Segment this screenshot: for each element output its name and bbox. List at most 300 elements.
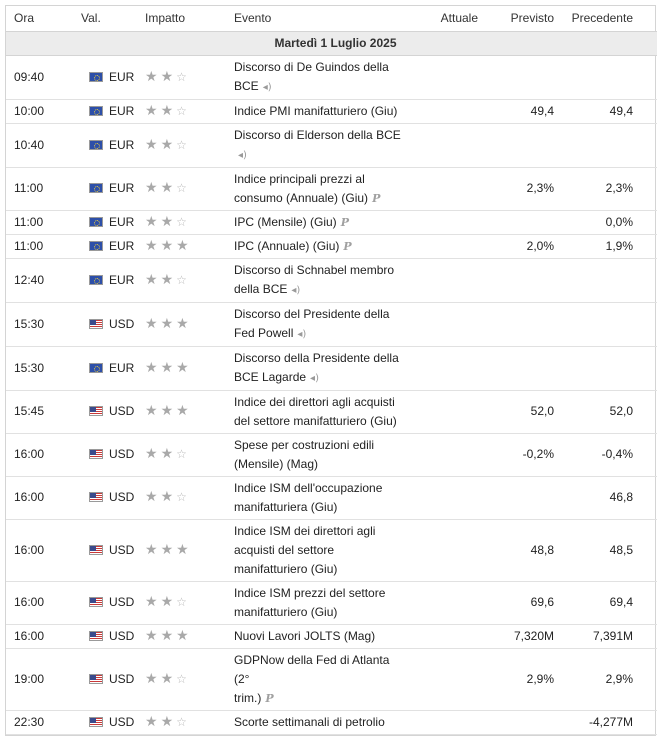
event-name-line xyxy=(234,541,408,560)
event-forecast: 2,3% xyxy=(484,167,560,210)
event-text: Discorso della Presidente della xyxy=(234,350,399,365)
star-filled-icon: ★ xyxy=(160,237,177,254)
star-filled-icon: ★ xyxy=(160,102,177,119)
event-row[interactable] xyxy=(6,346,657,390)
event-text: Discorso del Presidente della xyxy=(234,306,390,321)
event-name-line xyxy=(234,560,408,579)
event-previous: 2,3% xyxy=(560,167,657,210)
col-precedente[interactable]: Precedente xyxy=(560,6,657,31)
star-filled-icon: ★ xyxy=(160,594,177,610)
eu-flag-icon xyxy=(89,275,103,285)
star-filled-icon: ★ xyxy=(145,713,161,730)
event-forecast xyxy=(484,710,560,734)
event-name[interactable] xyxy=(226,302,408,346)
event-currency xyxy=(73,258,137,302)
event-forecast xyxy=(484,55,560,99)
event-text: Fed Powell xyxy=(234,325,294,340)
star-filled-icon: ★ xyxy=(145,315,161,332)
event-time: 16:00 xyxy=(6,433,73,476)
event-name[interactable] xyxy=(226,258,408,302)
event-forecast xyxy=(484,210,560,234)
currency-code: EUR xyxy=(109,103,135,118)
speaker-icon: ◂) xyxy=(291,284,301,296)
star-filled-icon: ★ xyxy=(160,213,177,230)
event-name-line xyxy=(234,689,408,708)
event-time: 19:00 xyxy=(6,648,73,710)
event-row[interactable] xyxy=(6,476,657,519)
event-row[interactable] xyxy=(6,710,657,734)
event-actual xyxy=(408,302,484,346)
us-flag-icon xyxy=(89,545,103,555)
date-row xyxy=(6,31,657,55)
event-text: Scorte settimanali di petrolio xyxy=(234,714,385,729)
star-empty-icon: ☆ xyxy=(176,595,190,609)
event-time: 11:00 xyxy=(6,210,73,234)
event-time: 16:00 xyxy=(6,476,73,519)
star-filled-icon: ★ xyxy=(160,359,177,376)
star-empty-icon: ☆ xyxy=(176,214,190,229)
eu-flag-icon xyxy=(89,140,103,150)
event-row[interactable] xyxy=(6,581,657,624)
event-currency xyxy=(73,648,137,710)
impact-stars xyxy=(145,237,192,256)
event-name-line xyxy=(234,393,408,412)
currency-code: USD xyxy=(109,595,135,609)
event-forecast: 7,320M xyxy=(484,624,560,648)
star-filled-icon: ★ xyxy=(145,359,161,376)
currency-code: USD xyxy=(109,490,135,504)
economic-calendar xyxy=(5,5,656,736)
event-name[interactable] xyxy=(226,433,408,476)
event-previous xyxy=(560,55,657,99)
impact-stars xyxy=(145,102,190,121)
star-filled-icon: ★ xyxy=(160,670,177,687)
impact-stars xyxy=(145,541,192,560)
event-name[interactable] xyxy=(226,210,408,234)
event-row[interactable] xyxy=(6,99,657,123)
event-text: del settore manifatturiero (Giu) xyxy=(234,413,397,428)
currency-code: EUR xyxy=(109,69,135,84)
impact-stars xyxy=(145,179,190,198)
us-flag-icon xyxy=(89,631,103,641)
event-time: 15:30 xyxy=(6,302,73,346)
star-filled-icon: ★ xyxy=(145,446,161,462)
preliminary-icon: P xyxy=(340,215,349,229)
event-impact xyxy=(137,390,226,433)
event-text: della BCE xyxy=(234,281,288,296)
impact-stars xyxy=(145,68,190,87)
event-row[interactable] xyxy=(6,234,657,258)
star-filled-icon: ★ xyxy=(145,489,161,505)
event-previous: 0,0% xyxy=(560,210,657,234)
event-previous: 7,391M xyxy=(560,624,657,648)
event-previous: 49,4 xyxy=(560,99,657,123)
col-attuale[interactable]: Attuale xyxy=(408,6,484,31)
star-filled-icon: ★ xyxy=(160,136,177,153)
currency-code: EUR xyxy=(109,137,135,152)
event-time: 11:00 xyxy=(6,234,73,258)
col-impatto[interactable]: Impatto xyxy=(137,6,226,31)
event-name-line xyxy=(234,170,408,189)
event-impact xyxy=(137,581,226,624)
date-label: Martedì 1 Luglio 2025 xyxy=(6,31,657,55)
event-currency xyxy=(73,519,137,581)
event-name-line xyxy=(234,455,408,474)
event-actual xyxy=(408,234,484,258)
star-filled-icon: ★ xyxy=(145,594,161,610)
event-text: manifatturiero (Giu) xyxy=(234,604,338,619)
event-currency xyxy=(73,234,137,258)
star-filled-icon: ★ xyxy=(160,446,177,462)
star-filled-icon: ★ xyxy=(145,627,161,644)
event-row[interactable] xyxy=(6,55,657,99)
event-actual xyxy=(408,624,484,648)
event-row[interactable] xyxy=(6,302,657,346)
event-text: Indice PMI manifatturiero (Giu) xyxy=(234,103,398,118)
event-row[interactable] xyxy=(6,648,657,710)
event-text: IPC (Mensile) (Giu) xyxy=(234,214,337,229)
event-text: Indice principali prezzi al xyxy=(234,171,365,186)
speaker-icon: ◂) xyxy=(262,81,272,93)
event-impact xyxy=(137,710,226,734)
event-name[interactable] xyxy=(226,99,408,123)
star-filled-icon: ★ xyxy=(160,180,177,196)
col-ora[interactable]: Ora xyxy=(6,6,73,31)
currency-code: EUR xyxy=(109,181,135,195)
event-actual xyxy=(408,99,484,123)
impact-stars xyxy=(145,402,192,421)
event-currency xyxy=(73,302,137,346)
star-filled-icon: ★ xyxy=(145,213,161,230)
event-name-line xyxy=(234,412,408,431)
event-name[interactable] xyxy=(226,710,408,734)
event-actual xyxy=(408,390,484,433)
event-text: manifatturiera (Giu) xyxy=(234,499,338,514)
star-filled-icon: ★ xyxy=(160,68,177,85)
eu-flag-icon xyxy=(89,72,103,82)
event-text: BCE xyxy=(234,78,259,93)
currency-code: USD xyxy=(109,404,135,418)
event-name-line xyxy=(234,603,408,622)
event-previous xyxy=(560,258,657,302)
event-previous: -4,277M xyxy=(560,710,657,734)
event-name-line xyxy=(234,522,408,541)
event-text: Discorso di Elderson della BCE xyxy=(234,127,401,142)
event-actual xyxy=(408,55,484,99)
col-val[interactable]: Val. xyxy=(73,6,137,31)
us-flag-icon xyxy=(89,449,103,459)
star-filled-icon: ★ xyxy=(176,237,192,254)
event-currency xyxy=(73,433,137,476)
event-currency xyxy=(73,123,137,167)
event-name[interactable] xyxy=(226,519,408,581)
event-impact xyxy=(137,519,226,581)
star-empty-icon: ☆ xyxy=(176,181,190,195)
event-previous: 69,4 xyxy=(560,581,657,624)
event-impact xyxy=(137,234,226,258)
us-flag-icon xyxy=(89,597,103,607)
event-row[interactable] xyxy=(6,624,657,648)
currency-code: USD xyxy=(109,316,135,331)
star-filled-icon: ★ xyxy=(160,271,177,288)
event-actual xyxy=(408,346,484,390)
currency-code: EUR xyxy=(109,272,135,287)
event-row[interactable] xyxy=(6,433,657,476)
event-row[interactable] xyxy=(6,258,657,302)
event-name-line xyxy=(234,651,408,689)
event-time: 16:00 xyxy=(6,581,73,624)
event-text: BCE Lagarde xyxy=(234,369,307,384)
event-impact xyxy=(137,624,226,648)
star-filled-icon: ★ xyxy=(145,403,161,419)
event-actual xyxy=(408,476,484,519)
event-time: 12:40 xyxy=(6,258,73,302)
star-filled-icon: ★ xyxy=(176,315,192,332)
star-filled-icon: ★ xyxy=(145,271,161,288)
event-row[interactable] xyxy=(6,123,657,167)
eu-flag-icon xyxy=(89,241,103,251)
star-filled-icon: ★ xyxy=(160,315,177,332)
event-text: Indice ISM prezzi del settore xyxy=(234,585,386,600)
event-actual xyxy=(408,433,484,476)
header-row xyxy=(6,6,657,31)
event-impact xyxy=(137,123,226,167)
event-time: 11:00 xyxy=(6,167,73,210)
us-flag-icon xyxy=(89,717,103,727)
event-currency xyxy=(73,390,137,433)
us-flag-icon xyxy=(89,406,103,416)
eu-flag-icon xyxy=(89,106,103,116)
event-previous xyxy=(560,302,657,346)
star-filled-icon: ★ xyxy=(160,489,177,505)
event-text: consumo (Annuale) (Giu) xyxy=(234,190,369,205)
impact-stars xyxy=(145,136,190,155)
event-time: 16:00 xyxy=(6,519,73,581)
event-forecast: 48,8 xyxy=(484,519,560,581)
event-name-line xyxy=(234,479,408,498)
event-text: acquisti del settore xyxy=(234,542,335,557)
impact-stars xyxy=(145,627,192,646)
event-name[interactable] xyxy=(226,234,408,258)
event-impact xyxy=(137,302,226,346)
event-actual xyxy=(408,123,484,167)
event-text: Nuovi Lavori JOLTS (Mag) xyxy=(234,628,376,643)
star-filled-icon: ★ xyxy=(145,136,161,153)
event-name-line xyxy=(234,324,408,344)
star-filled-icon: ★ xyxy=(145,541,161,558)
event-name[interactable] xyxy=(226,624,408,648)
star-empty-icon: ☆ xyxy=(176,671,190,686)
event-name[interactable] xyxy=(226,476,408,519)
star-filled-icon: ★ xyxy=(160,627,177,644)
event-impact xyxy=(137,258,226,302)
event-currency xyxy=(73,624,137,648)
event-currency xyxy=(73,476,137,519)
event-currency xyxy=(73,99,137,123)
event-actual xyxy=(408,258,484,302)
event-text: GDPNow della Fed di Atlanta (2° xyxy=(234,652,390,686)
event-previous: 2,9% xyxy=(560,648,657,710)
event-time: 09:40 xyxy=(6,55,73,99)
event-row[interactable] xyxy=(6,167,657,210)
event-currency xyxy=(73,210,137,234)
col-evento[interactable]: Evento xyxy=(226,6,408,31)
star-filled-icon: ★ xyxy=(176,403,192,419)
event-previous: -0,4% xyxy=(560,433,657,476)
star-empty-icon: ☆ xyxy=(176,137,190,152)
us-flag-icon xyxy=(89,319,103,329)
preliminary-icon: P xyxy=(265,691,274,705)
star-filled-icon: ★ xyxy=(160,403,177,419)
impact-stars xyxy=(145,315,192,334)
event-impact xyxy=(137,55,226,99)
event-previous xyxy=(560,123,657,167)
event-forecast xyxy=(484,302,560,346)
event-name[interactable] xyxy=(226,167,408,210)
event-impact xyxy=(137,99,226,123)
impact-stars xyxy=(145,593,190,612)
star-filled-icon: ★ xyxy=(145,68,161,85)
event-text: manifatturiero (Giu) xyxy=(234,561,338,576)
event-name-line xyxy=(234,349,408,368)
event-currency xyxy=(73,710,137,734)
eu-flag-icon xyxy=(89,363,103,373)
event-name-line xyxy=(234,713,408,732)
event-row[interactable] xyxy=(6,519,657,581)
star-empty-icon: ☆ xyxy=(176,272,190,287)
currency-code: USD xyxy=(109,714,135,729)
event-name-line xyxy=(234,213,408,232)
star-empty-icon: ☆ xyxy=(176,490,190,504)
event-text: (Mensile) (Mag) xyxy=(234,456,319,471)
event-previous: 1,9% xyxy=(560,234,657,258)
currency-code: USD xyxy=(109,671,135,686)
preliminary-icon: P xyxy=(343,239,352,253)
impact-stars xyxy=(145,359,192,378)
speaker-icon: ◂) xyxy=(238,149,247,161)
impact-stars xyxy=(145,213,190,232)
event-text: Indice ISM dell'occupazione xyxy=(234,480,383,495)
event-time: 10:40 xyxy=(6,123,73,167)
event-time: 15:30 xyxy=(6,346,73,390)
event-time: 10:00 xyxy=(6,99,73,123)
event-name-line xyxy=(234,584,408,603)
event-currency xyxy=(73,581,137,624)
event-name-line xyxy=(234,77,408,97)
event-text: Discorso di Schnabel membro xyxy=(234,262,395,277)
star-filled-icon: ★ xyxy=(145,180,161,196)
event-forecast: 69,6 xyxy=(484,581,560,624)
event-forecast: 2,0% xyxy=(484,234,560,258)
col-previsto[interactable]: Previsto xyxy=(484,6,560,31)
currency-code: EUR xyxy=(109,238,135,253)
event-actual xyxy=(408,167,484,210)
event-forecast xyxy=(484,476,560,519)
event-name-line xyxy=(234,368,408,388)
event-text: Indice dei direttori agli acquisti xyxy=(234,394,395,409)
event-name-line xyxy=(234,126,408,145)
event-forecast: 49,4 xyxy=(484,99,560,123)
event-name-line xyxy=(234,58,408,77)
event-previous: 48,5 xyxy=(560,519,657,581)
event-name[interactable] xyxy=(226,55,408,99)
eu-flag-icon xyxy=(89,217,103,227)
event-name-line xyxy=(234,280,408,300)
event-name-line xyxy=(234,237,408,256)
event-previous: 46,8 xyxy=(560,476,657,519)
event-actual xyxy=(408,648,484,710)
currency-code: USD xyxy=(109,628,135,643)
event-name-line xyxy=(234,305,408,324)
event-name[interactable] xyxy=(226,648,408,710)
event-forecast: -0,2% xyxy=(484,433,560,476)
event-forecast xyxy=(484,123,560,167)
calendar-table xyxy=(6,6,657,735)
event-name[interactable] xyxy=(226,346,408,390)
event-name-line xyxy=(234,436,408,455)
event-name-line xyxy=(234,498,408,517)
event-currency xyxy=(73,55,137,99)
event-row[interactable] xyxy=(6,210,657,234)
star-empty-icon: ☆ xyxy=(176,447,190,461)
event-time: 15:45 xyxy=(6,390,73,433)
event-impact xyxy=(137,167,226,210)
event-name[interactable] xyxy=(226,123,408,167)
event-actual xyxy=(408,581,484,624)
star-filled-icon: ★ xyxy=(145,237,161,254)
event-impact xyxy=(137,433,226,476)
event-text: trim.) xyxy=(234,690,262,705)
event-forecast: 52,0 xyxy=(484,390,560,433)
eu-flag-icon xyxy=(89,183,103,193)
event-currency xyxy=(73,167,137,210)
event-text: Discorso di De Guindos della xyxy=(234,59,389,74)
event-impact xyxy=(137,648,226,710)
event-row[interactable] xyxy=(6,390,657,433)
event-text: Spese per costruzioni edili xyxy=(234,437,375,452)
impact-stars xyxy=(145,713,190,732)
event-forecast xyxy=(484,258,560,302)
us-flag-icon xyxy=(89,492,103,502)
event-impact xyxy=(137,476,226,519)
speaker-icon: ◂) xyxy=(310,372,319,384)
speaker-icon: ◂) xyxy=(297,328,307,340)
event-name[interactable] xyxy=(226,581,408,624)
event-actual xyxy=(408,519,484,581)
event-text: IPC (Annuale) (Giu) xyxy=(234,238,340,253)
event-forecast xyxy=(484,346,560,390)
impact-stars xyxy=(145,445,190,464)
event-name-line xyxy=(234,102,408,121)
event-impact xyxy=(137,210,226,234)
star-filled-icon: ★ xyxy=(176,359,192,376)
event-text: Indice ISM dei direttori agli xyxy=(234,523,376,538)
impact-stars xyxy=(145,488,190,507)
impact-stars xyxy=(145,670,190,689)
event-forecast: 2,9% xyxy=(484,648,560,710)
impact-stars xyxy=(145,271,190,290)
star-filled-icon: ★ xyxy=(176,627,192,644)
currency-code: EUR xyxy=(109,360,135,375)
star-filled-icon: ★ xyxy=(145,102,161,119)
event-name[interactable] xyxy=(226,390,408,433)
star-filled-icon: ★ xyxy=(160,713,177,730)
currency-code: EUR xyxy=(109,214,135,229)
event-time: 22:30 xyxy=(6,710,73,734)
event-currency xyxy=(73,346,137,390)
currency-code: USD xyxy=(109,542,135,557)
event-impact xyxy=(137,346,226,390)
